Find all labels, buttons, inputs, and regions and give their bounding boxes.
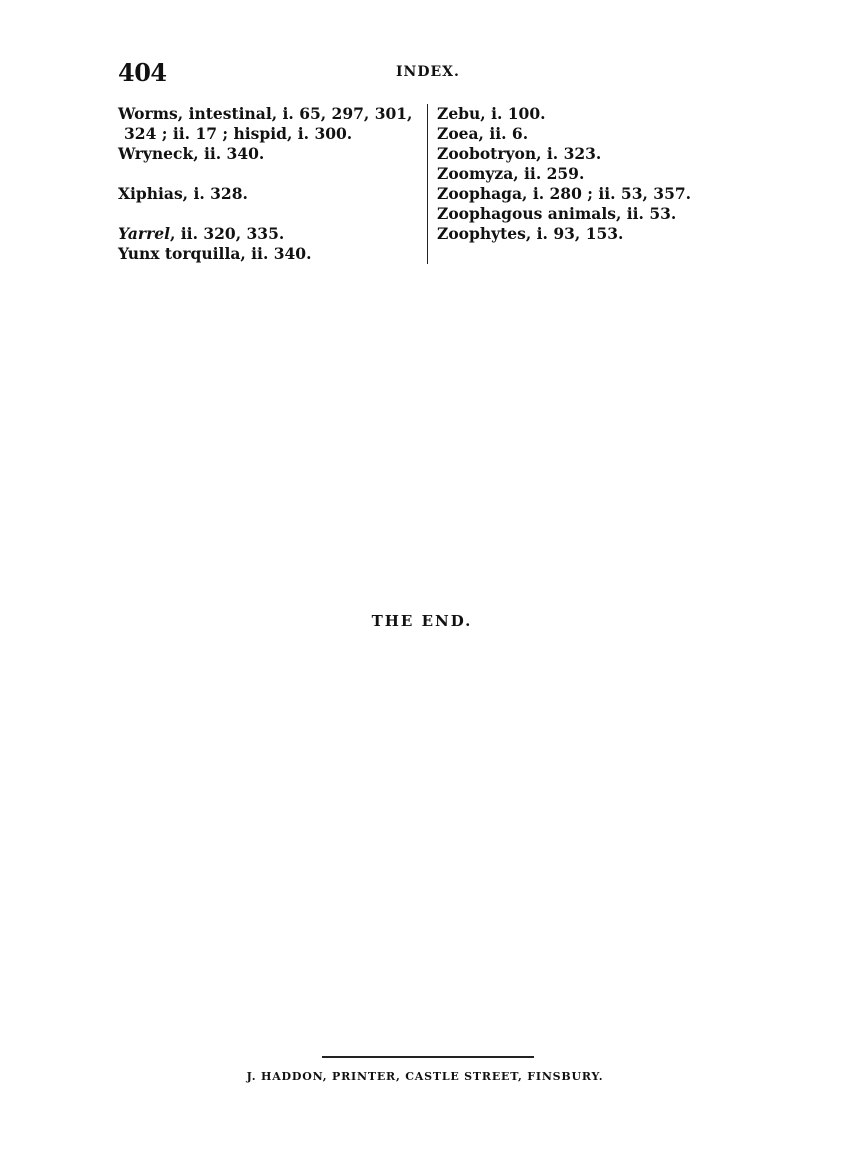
imprint-rule — [322, 1056, 534, 1058]
index-entry: Zoomyza, ii. 259. — [437, 164, 585, 183]
running-head: INDEX. — [396, 64, 460, 80]
index-entry-yarrel-refs: , ii. 320, 335. — [170, 224, 285, 243]
entry-spacer — [118, 204, 423, 224]
column-divider — [427, 104, 428, 264]
index-entry: Zoophagous animals, ii. 53. — [437, 204, 677, 223]
the-end-text: THE END. — [371, 612, 473, 630]
index-entry-wryneck: Wryneck, ii. 340. — [118, 144, 265, 163]
index-entry: Zoophaga, i. 280 ; ii. 53, 357. — [437, 184, 692, 203]
index-entry-worms — [118, 104, 423, 144]
page-number: 404 — [118, 58, 167, 87]
index-entry-yarrel-name: Yarrel — [118, 224, 170, 243]
index-entry-xiphias: Xiphias, i. 328. — [118, 184, 248, 203]
index-entry: Zoobotryon, i. 323. — [437, 144, 602, 163]
index-entry-worms-line2: 324 ; ii. 17 ; hispid, i. 300. — [124, 124, 353, 143]
index-entry-yunx: Yunx torquilla, ii. 340. — [118, 244, 312, 263]
index-entry-worms-line1: Worms, intestinal, i. 65, 297, 301, — [118, 104, 413, 123]
index-left-column — [118, 104, 423, 264]
the-end — [0, 612, 850, 630]
index-right-column — [437, 104, 727, 244]
index-entry: Zoophytes, i. 93, 153. — [437, 224, 624, 243]
index-entry: Zoea, ii. 6. — [437, 124, 529, 143]
index-entry: Zebu, i. 100. — [437, 104, 546, 123]
index-entry-yarrel — [118, 224, 423, 244]
entry-spacer — [118, 164, 423, 184]
printer-imprint: J. HADDON, PRINTER, CASTLE STREET, FINSBURY. — [246, 1070, 604, 1083]
